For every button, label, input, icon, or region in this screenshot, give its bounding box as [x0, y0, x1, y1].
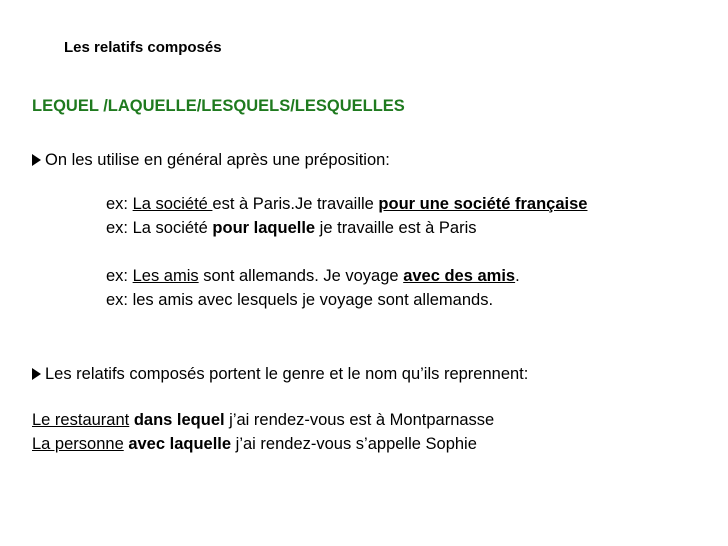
example-3-suffix: . [515, 267, 520, 285]
example-3-underlined: Les amis [132, 267, 199, 285]
example-1-emphasis: pour une société française [378, 195, 588, 213]
example-5-suffix: j’ai rendez-vous est à Montparnasse [224, 411, 495, 429]
arrow-bullet-icon [32, 368, 41, 380]
example-3-middle: sont allemands. Je voyage [198, 267, 404, 285]
example-6-emphasis: avec laquelle [123, 435, 232, 453]
example-1-prefix: ex: [106, 195, 133, 213]
example-2-prefix: ex: La société [106, 219, 213, 237]
example-1 [106, 194, 587, 214]
example-3 [106, 266, 520, 286]
section-heading: LEQUEL /LAQUELLE/LESQUELS/LESQUELLES [32, 97, 405, 115]
bullet-2-text: Les relatifs composés portent le genre et le nom qu’ils reprennent: [45, 365, 529, 383]
example-4: ex: les amis avec lesquels je voyage sont allemands. [106, 291, 494, 309]
example-1-middle: est à Paris.Je travaille [212, 195, 379, 213]
example-3-emphasis: avec des amis [403, 267, 516, 285]
example-6-underlined: La personne [32, 435, 124, 453]
slide-title: Les relatifs composés [64, 39, 222, 56]
example-2-suffix: je travaille est à Paris [315, 219, 477, 237]
example-5 [32, 410, 494, 430]
example-3-prefix: ex: [106, 267, 133, 285]
example-5-emphasis: dans lequel [129, 411, 225, 429]
bullet-2 [32, 364, 528, 384]
example-6 [32, 434, 477, 454]
bullet-1 [32, 150, 390, 170]
example-6-suffix: j’ai rendez-vous s’appelle Sophie [231, 435, 477, 453]
example-1-underlined: La société [132, 195, 213, 213]
bullet-1-text: On les utilise en général après une préposition: [45, 151, 390, 169]
example-2-emphasis: pour laquelle [212, 219, 316, 237]
arrow-bullet-icon [32, 154, 41, 166]
example-2 [106, 218, 477, 238]
example-5-underlined: Le restaurant [32, 411, 130, 429]
